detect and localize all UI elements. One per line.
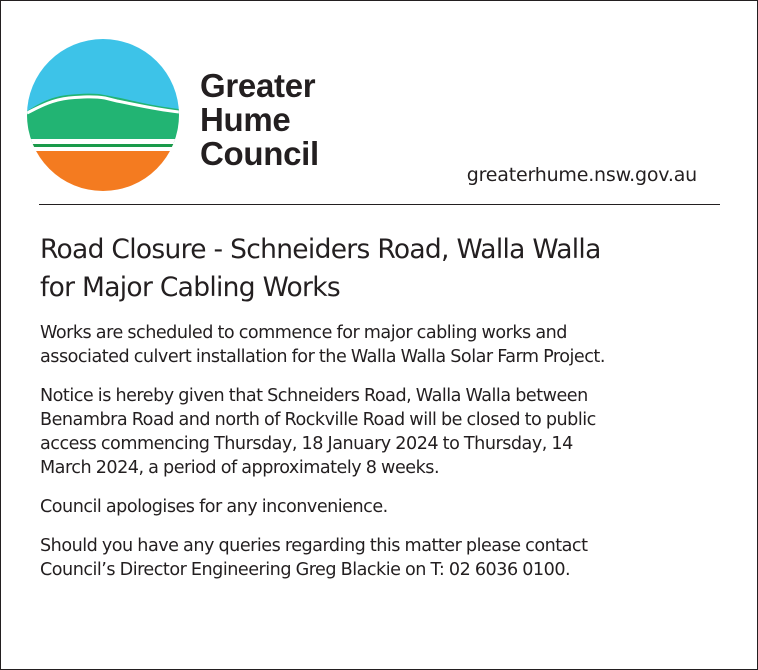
closure-paragraph — [40, 384, 730, 480]
notice-title — [40, 231, 730, 307]
council-name — [200, 69, 319, 171]
paragraph-line: Council’s Director Engineering Greg Blackie on T: 02 6036 0100. — [40, 560, 571, 580]
council-logo-icon — [27, 39, 179, 191]
paragraph-line: Benambra Road and north of Rockville Road will be closed to public — [40, 410, 596, 430]
council-name-line: Council — [200, 135, 319, 172]
paragraph-line: Notice is hereby given that Schneiders Road, Walla Walla between — [40, 386, 588, 406]
paragraph-line: access commencing Thursday, 18 January 2024 to Thursday, 14 — [40, 434, 573, 454]
council-name-line: Hume — [200, 101, 291, 138]
notice-body — [40, 231, 730, 597]
notice-title-line: for Major Cabling Works — [40, 272, 340, 303]
header-divider — [39, 204, 720, 205]
contact-paragraph — [40, 534, 730, 582]
works-paragraph — [40, 321, 730, 369]
paragraph-line: Should you have any queries regarding this matter please contact — [40, 536, 588, 556]
paragraph-line: Council apologises for any inconvenience. — [40, 497, 388, 517]
paragraph-line: associated culvert installation for the Walla Walla Solar Farm Project. — [40, 347, 605, 367]
notice-title-line: Road Closure - Schneiders Road, Walla Walla — [40, 234, 601, 265]
paragraph-line: March 2024, a period of approximately 8 weeks. — [40, 458, 440, 478]
paragraph-line: Works are scheduled to commence for major cabling works and — [40, 323, 567, 343]
logo-earth-shape — [27, 151, 179, 191]
logo-stripe-shape — [27, 144, 179, 147]
council-website: greaterhume.nsw.gov.au — [466, 164, 697, 186]
council-name-line: Greater — [200, 67, 316, 104]
apology-paragraph — [40, 495, 730, 519]
